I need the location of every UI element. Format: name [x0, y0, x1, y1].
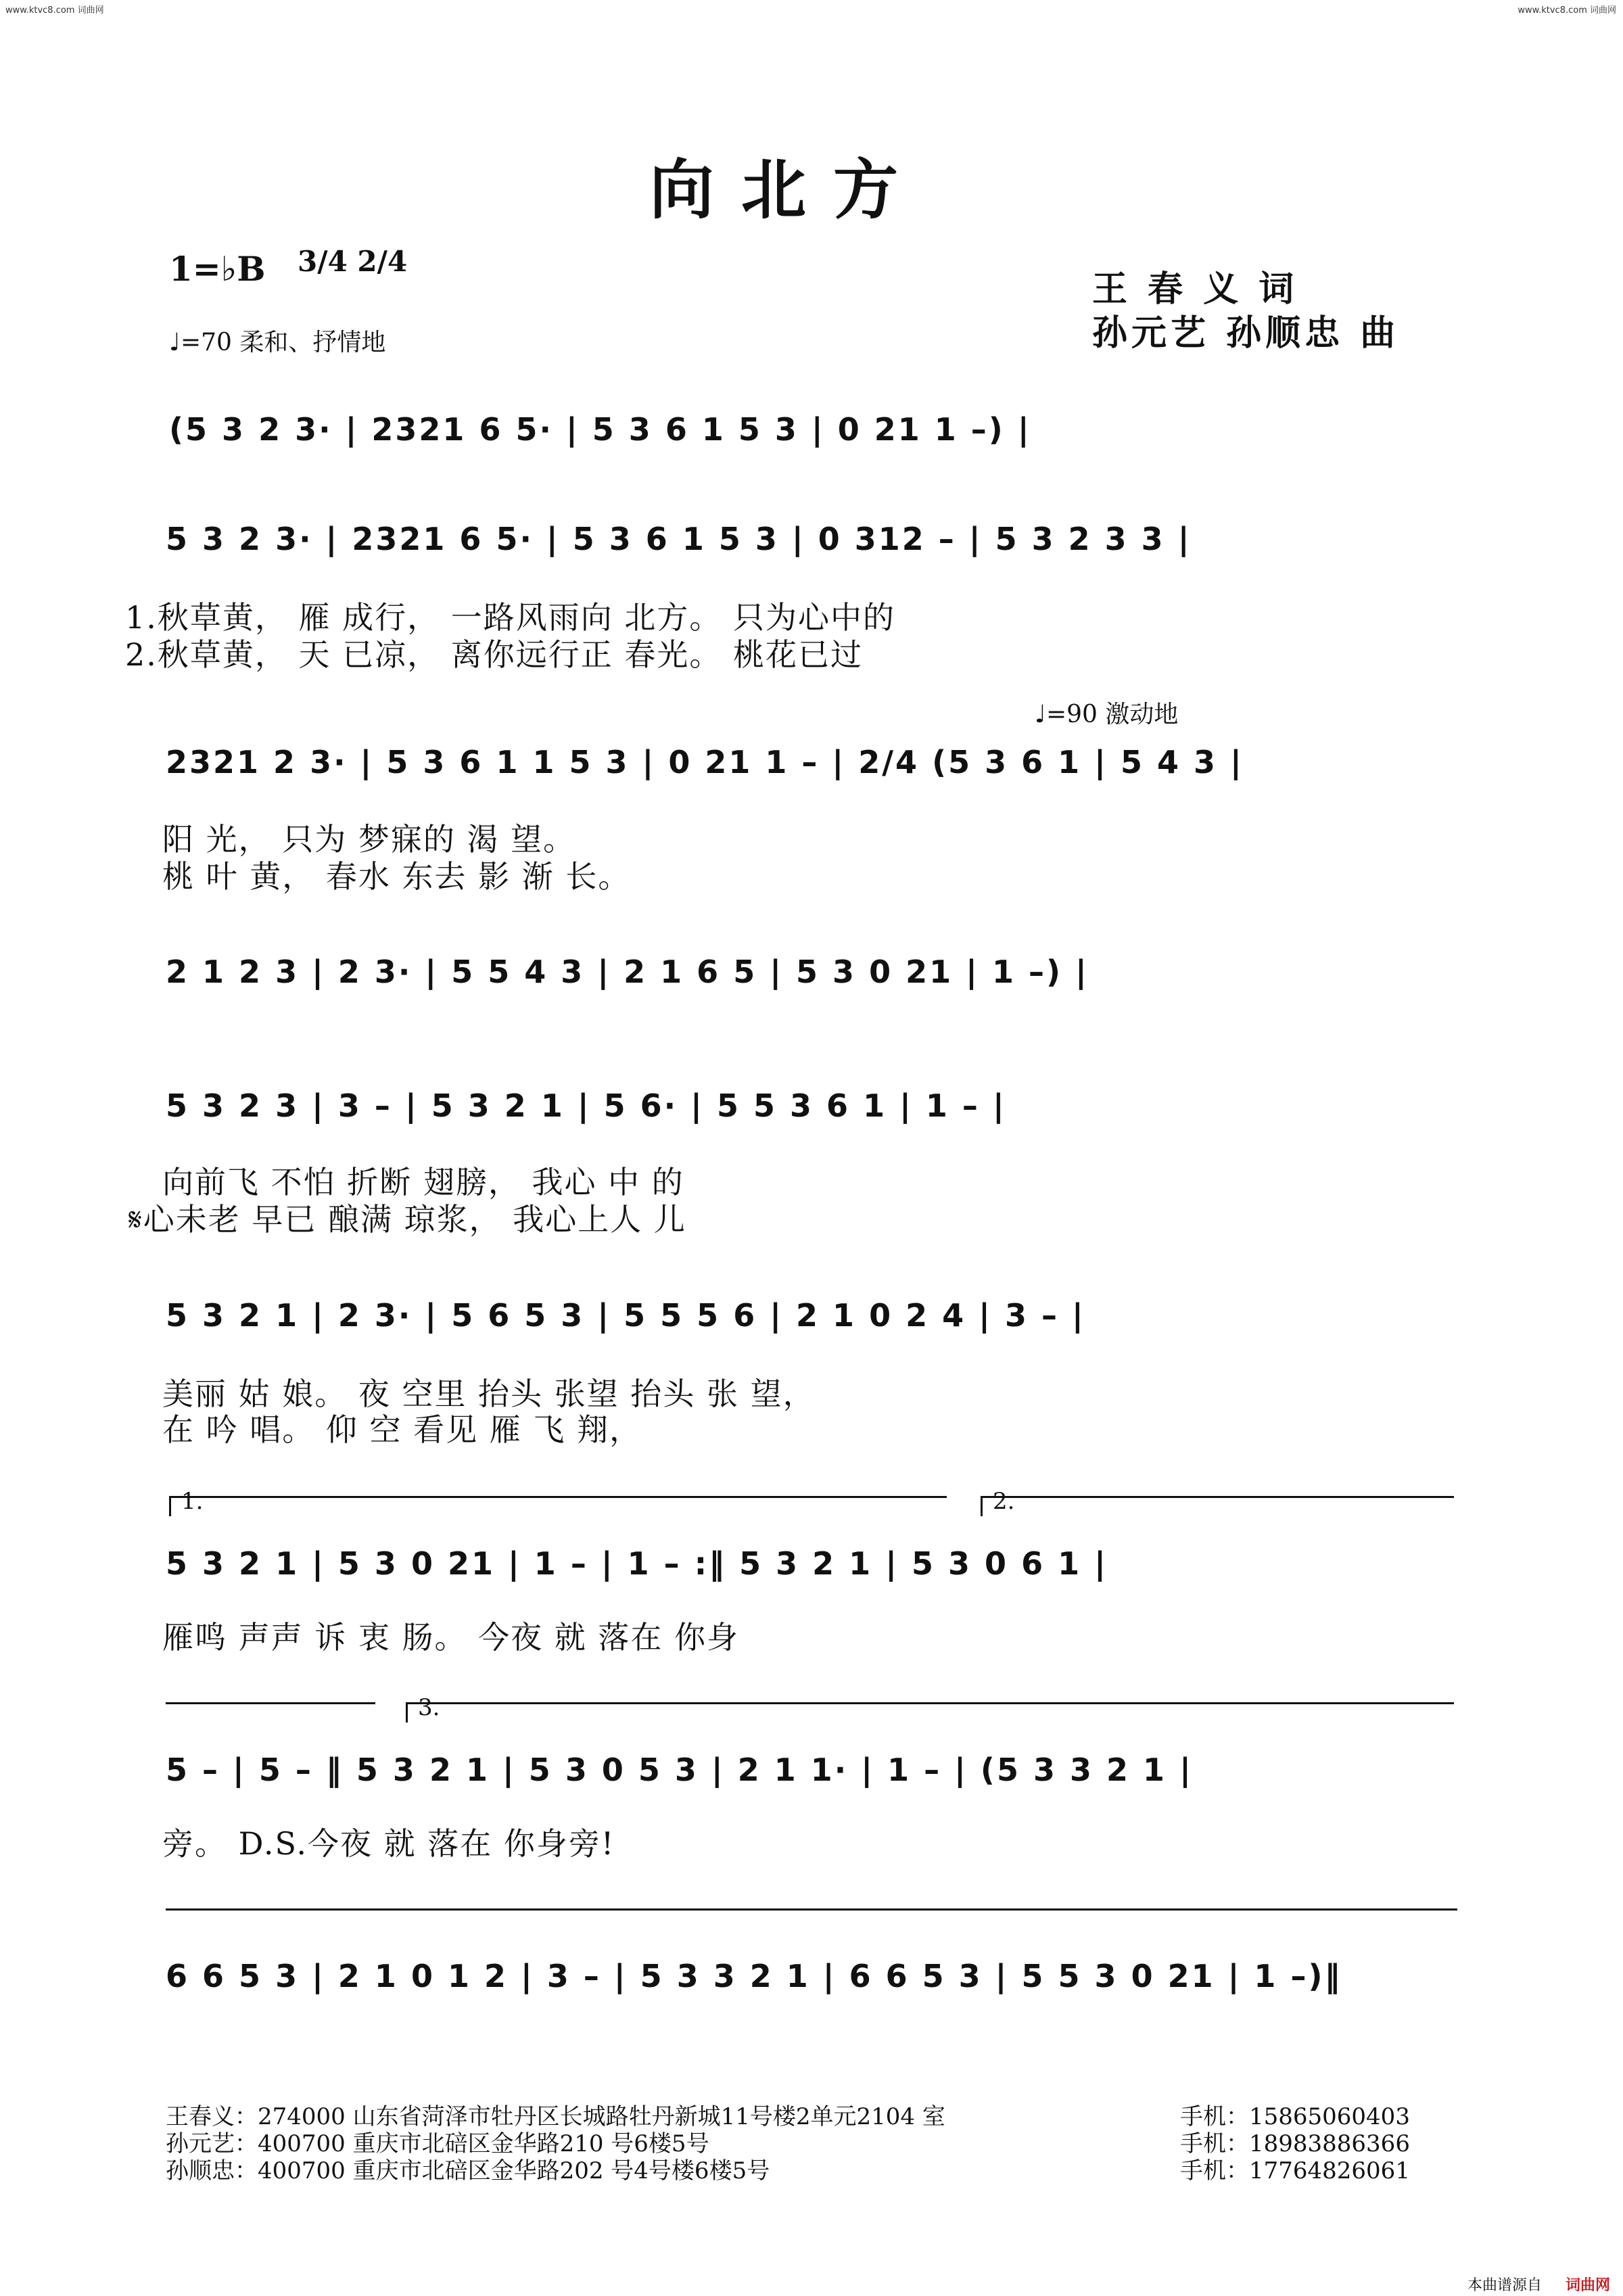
- bracket-line-9: [166, 1908, 1457, 1911]
- footer-site-logo: 词曲网: [1566, 2277, 1611, 2294]
- notation-line-9: 6 6 5 3 | 2 1 0 1 2 | 3 – | 5 3 3 2 1 | 6 6 5 3 | 5 5 3 0 21 | 1 –)‖: [166, 1958, 1342, 1994]
- lyric-line-8: 旁。 D.S.今夜 就 落在 你身旁!: [162, 1825, 615, 1862]
- notation-line-3: 2321 2 3· | 5 3 6 1 1 5 3 | 0 21 1 – | 2/4 (5 3 6 1 | 5 4 3 |: [166, 744, 1244, 780]
- phone-sun-shunzhong: 手机：17764826061: [1180, 2157, 1410, 2184]
- notation-line-7: 5 3 2 1 | 5 3 0 21 | 1 – | 1 – :‖ 5 3 2 1 | 5 3 0 6 1 |: [166, 1545, 1108, 1582]
- notation-line-2: 5 3 2 3· | 2321 6 5· | 5 3 6 1 5 3 | 0 312 – | 5 3 2 3 3 |: [166, 521, 1192, 557]
- lyric-line-7: 雁鸣 声声 诉 衷 肠。 今夜 就 落在 你身: [162, 1619, 739, 1656]
- song-title: 向北方: [649, 151, 925, 228]
- volta-label-3: 3.: [418, 1694, 440, 1721]
- notation-line-5: 5 3 2 3 | 3 – | 5 3 2 1 | 5 6· | 5 5 3 6 1 | 1 – |: [166, 1087, 1006, 1124]
- notation-line-6: 5 3 2 1 | 2 3· | 5 6 5 3 | 5 5 5 6 | 2 1 0 2 4 | 3 – |: [166, 1297, 1085, 1334]
- lyric-line-5-verse-2: 𝄋心未老 早已 酿满 琼浆， 我心上人 儿: [128, 1201, 686, 1238]
- lyric-line-2-verse-2: 2.秋草黄， 天 已凉， 离你远行正 春光。 桃花已过: [125, 636, 863, 673]
- site-watermark-right: www.ktvc8.com 词曲网: [1518, 5, 1616, 16]
- time-signature: 3/4 2/4: [298, 245, 408, 278]
- tempo-change: ♩=90 激动地: [1035, 701, 1179, 728]
- site-watermark-left: www.ktvc8.com 词曲网: [5, 5, 104, 16]
- phone-wang: 手机：15865060403: [1180, 2103, 1410, 2130]
- lyric-line-6-verse-1: 美丽 姑 娘。 夜 空里 抬头 张望 抬头 张 望，: [162, 1376, 816, 1412]
- volta-bracket-3: [406, 1702, 1454, 1704]
- volta-label-1: 1.: [181, 1488, 204, 1515]
- notation-line-4: 2 1 2 3 | 2 3· | 5 5 4 3 | 2 1 6 5 | 5 3 0 21 | 1 –) |: [166, 954, 1089, 990]
- volta-hook-3: [406, 1702, 408, 1723]
- volta-hook-2: [981, 1496, 983, 1516]
- notation-line-1: (5 3 2 3· | 2321 6 5· | 5 3 6 1 5 3 | 0 21 1 –) |: [169, 411, 1031, 448]
- key-signature: 1=♭B: [169, 249, 266, 289]
- volta-continuation: [166, 1702, 375, 1704]
- contact-sun-shunzhong: 孙顺忠：400700 重庆市北碚区金华路202 号4号楼6楼5号: [166, 2157, 770, 2184]
- lyric-line-3-verse-2: 桃 叶 黄， 春水 东去 影 渐 长。: [162, 858, 631, 895]
- lyric-line-2-verse-1: 1.秋草黄， 雁 成行， 一路风雨向 北方。 只为心中的: [125, 599, 895, 636]
- volta-bracket-2: [981, 1496, 1454, 1498]
- footer-source: 本曲谱源自: [1467, 2277, 1543, 2294]
- lyricist-credit: 王 春 义 词: [1092, 268, 1298, 310]
- composer-credit: 孙元艺 孙顺忠 曲: [1092, 312, 1400, 354]
- volta-label-2: 2.: [993, 1488, 1015, 1515]
- lyric-line-5-verse-1: 向前飞 不怕 折断 翅膀， 我心 中 的: [162, 1164, 684, 1200]
- notation-line-8: 5 – | 5 – ‖ 5 3 2 1 | 5 3 0 5 3 | 2 1 1· | 1 – | (5 3 3 2 1 |: [166, 1752, 1193, 1788]
- lyric-line-6-verse-2: 在 吟 唱。 仰 空 看见 雁 飞 翔，: [162, 1411, 642, 1448]
- phone-sun-yuanyi: 手机：18983886366: [1180, 2130, 1410, 2157]
- contact-wang: 王春义：274000 山东省菏泽市牡丹区长城路牡丹新城11号楼2单元2104 室: [166, 2103, 945, 2130]
- contact-sun-yuanyi: 孙元艺：400700 重庆市北碚区金华路210 号6楼5号: [166, 2130, 709, 2157]
- tempo-marking: ♩=70 柔和、抒情地: [169, 329, 386, 356]
- volta-hook-1: [169, 1496, 171, 1516]
- volta-bracket-1: [169, 1496, 947, 1498]
- lyric-line-3-verse-1: 阳 光， 只为 梦寐的 渴 望。: [162, 821, 576, 858]
